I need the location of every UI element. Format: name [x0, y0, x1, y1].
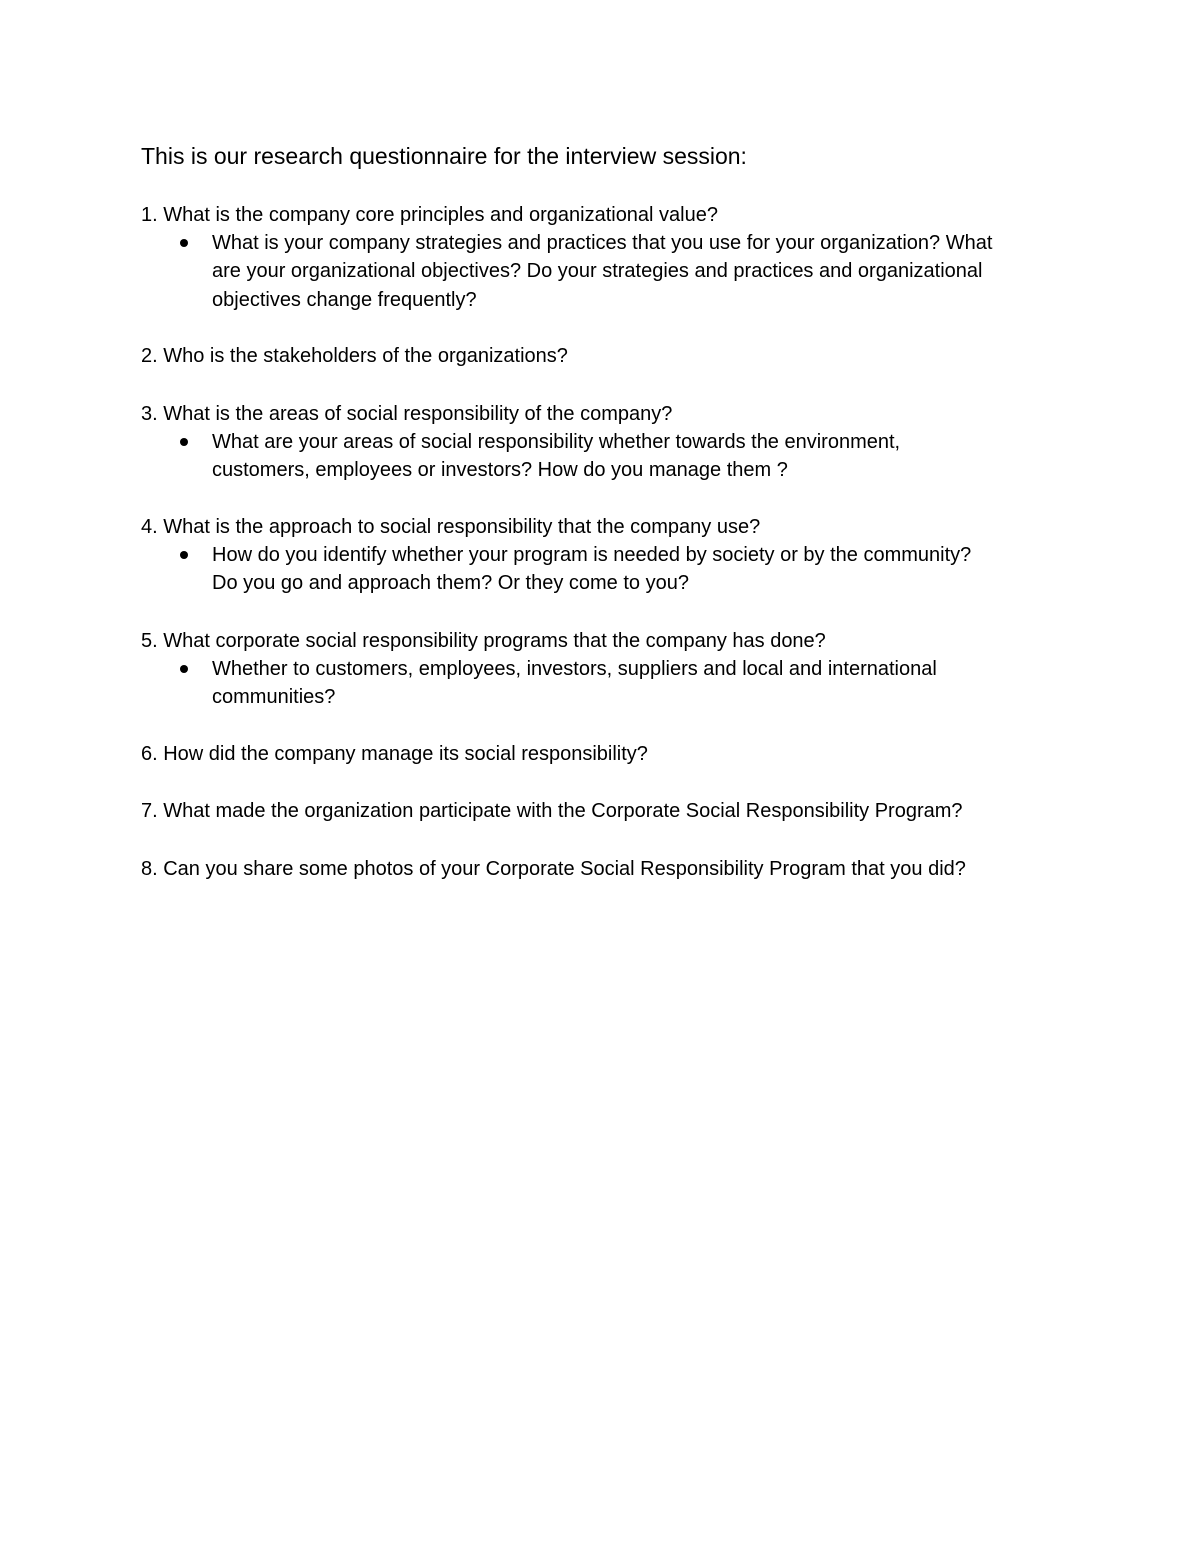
- question-1-subline-2: are your organizational objectives? Do your strategies and practices and organizational: [212, 260, 983, 283]
- question-3-subline-2: customers, employees or investors? How do you manage them ?: [212, 459, 788, 482]
- bullet-icon: [180, 665, 188, 673]
- question-7: 7. What made the organization participate with the Corporate Social Responsibility Program?: [141, 800, 963, 822]
- question-3-subline-1: What are your areas of social responsibility whether towards the environment,: [212, 431, 901, 453]
- question-4-subline-2: Do you go and approach them? Or they come to you?: [212, 572, 689, 595]
- question-5: 5. What corporate social responsibility programs that the company has done?: [141, 630, 826, 652]
- question-2: 2. Who is the stakeholders of the organizations?: [141, 345, 568, 367]
- question-4-subitem: [212, 541, 1072, 598]
- question-3: 3. What is the areas of social responsibility of the company?: [141, 403, 673, 425]
- question-5-subline-1: Whether to customers, employees, investors, suppliers and local and international: [212, 658, 937, 680]
- question-3-subitem: [212, 428, 1072, 485]
- question-4-subline-1: How do you identify whether your program is needed by society or by the community?: [212, 544, 972, 566]
- question-1-subitem: [212, 229, 1072, 314]
- question-1-subline-1: What is your company strategies and practices that you use for your organization? What: [212, 232, 993, 254]
- question-8: 8. Can you share some photos of your Corporate Social Responsibility Program that you did?: [141, 858, 966, 880]
- bullet-icon: [180, 438, 188, 446]
- intro-text: This is our research questionnaire for the interview session:: [141, 143, 747, 169]
- question-5-subline-2: communities?: [212, 686, 336, 709]
- question-5-subitem: [212, 655, 1072, 712]
- question-1: 1. What is the company core principles and organizational value?: [141, 204, 718, 226]
- bullet-icon: [180, 551, 188, 559]
- question-4: 4. What is the approach to social responsibility that the company use?: [141, 516, 761, 538]
- question-1-subline-3: objectives change frequently?: [212, 288, 477, 311]
- question-6: 6. How did the company manage its social responsibility?: [141, 743, 648, 765]
- bullet-icon: [180, 239, 188, 247]
